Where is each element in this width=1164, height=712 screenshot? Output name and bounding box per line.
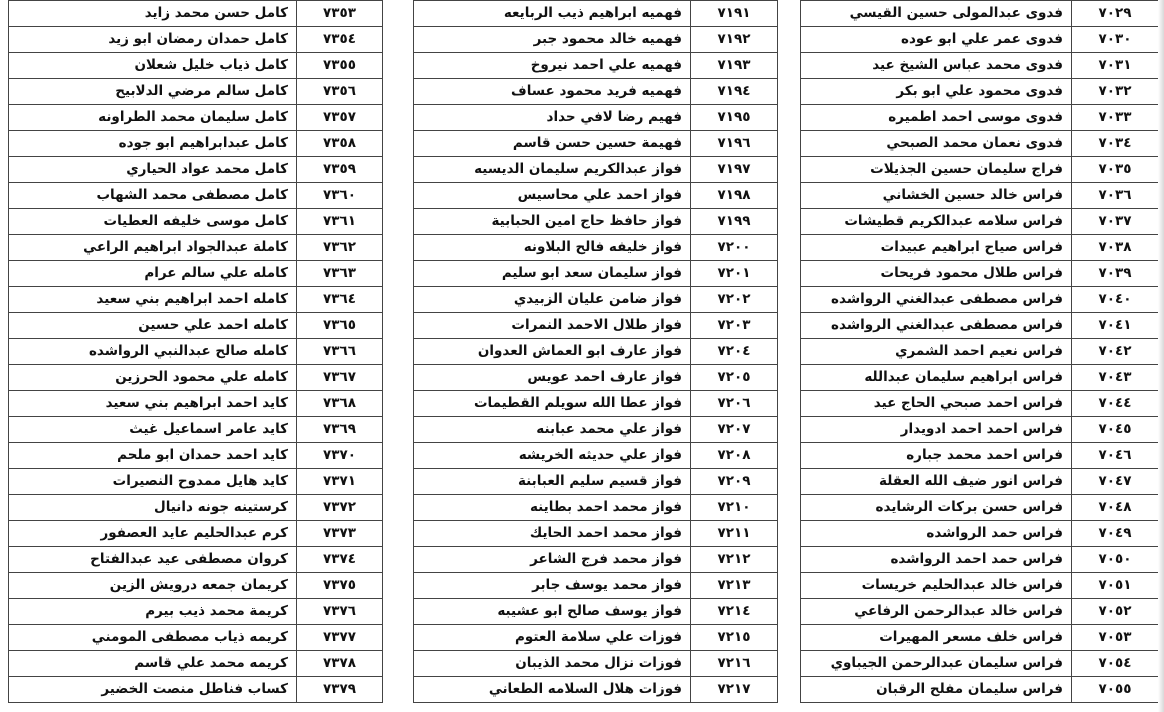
- table-row: [9, 573, 383, 599]
- table-row: [9, 677, 383, 703]
- record-number: ٧٣٦٠: [297, 183, 383, 209]
- table-row: [414, 573, 778, 599]
- table-row: [801, 391, 1159, 417]
- person-name: فواز عارف ابو العماش العدوان: [414, 339, 691, 365]
- person-name: فراج سليمان حسين الجذيلات: [801, 157, 1072, 183]
- record-number: ٧٣٦٩: [297, 417, 383, 443]
- table-row: [801, 339, 1159, 365]
- record-number: ٧٢٠٤: [691, 339, 778, 365]
- person-name: كامله احمد ابراهيم بني سعيد: [9, 287, 297, 313]
- person-name: فهميه علي احمد نيروخ: [414, 53, 691, 79]
- person-name: فهميه فريد محمود عساف: [414, 79, 691, 105]
- record-number: ٧٢١٢: [691, 547, 778, 573]
- person-name: فراس سلامه عبدالكريم قطيشات: [801, 209, 1072, 235]
- person-name: فراس حمد احمد الرواشده: [801, 547, 1072, 573]
- table-row: [9, 547, 383, 573]
- person-name: فدوى محمد عباس الشيخ عيد: [801, 53, 1072, 79]
- person-name: فراس صياح ابراهيم عبيدات: [801, 235, 1072, 261]
- table-row: [801, 183, 1159, 209]
- table-row: [801, 1, 1159, 27]
- table-row: [414, 547, 778, 573]
- table-row: [801, 677, 1159, 703]
- record-number: ٧٣٥٩: [297, 157, 383, 183]
- record-number: ٧٣٦٦: [297, 339, 383, 365]
- person-name: كايد هايل ممدوح النصيرات: [9, 469, 297, 495]
- person-name: فراس احمد محمد جباره: [801, 443, 1072, 469]
- person-name: كامل سالم مرضي الدلابيح: [9, 79, 297, 105]
- person-name: فواز ضامن عليان الزبيدي: [414, 287, 691, 313]
- record-number: ٧٠٤٧: [1072, 469, 1159, 495]
- record-number: ٧٣٧٣: [297, 521, 383, 547]
- table-row: [801, 573, 1159, 599]
- record-number: ٧١٩٩: [691, 209, 778, 235]
- record-number: ٧٠٣٤: [1072, 131, 1159, 157]
- table-row: [801, 547, 1159, 573]
- names-table-right: [800, 0, 1159, 703]
- record-number: ٧٣٥٦: [297, 79, 383, 105]
- record-number: ٧٣٥٤: [297, 27, 383, 53]
- table-row: [801, 287, 1159, 313]
- person-name: فواز احمد علي محاسيس: [414, 183, 691, 209]
- table-row: [9, 1, 383, 27]
- table-row: [414, 417, 778, 443]
- table-row: [414, 53, 778, 79]
- record-number: ٧٣٦٧: [297, 365, 383, 391]
- record-number: ٧٠٤٦: [1072, 443, 1159, 469]
- person-name: كامله صالح عبدالنبي الرواشده: [9, 339, 297, 365]
- record-number: ٧٢٠٦: [691, 391, 778, 417]
- table-row: [9, 131, 383, 157]
- table-row: [9, 599, 383, 625]
- record-number: ٧٣٧٠: [297, 443, 383, 469]
- person-name: فواز عارف احمد عويس: [414, 365, 691, 391]
- person-name: فراس ابراهيم سليمان عبدالله: [801, 365, 1072, 391]
- record-number: ٧٢٠٥: [691, 365, 778, 391]
- record-number: ٧٣٧٩: [297, 677, 383, 703]
- person-name: فراس انور ضيف الله العقلة: [801, 469, 1072, 495]
- person-name: فواز عطا الله سويلم القطيمات: [414, 391, 691, 417]
- record-number: ٧٠٣٣: [1072, 105, 1159, 131]
- person-name: كامل ذياب خليل شعلان: [9, 53, 297, 79]
- record-number: ٧٠٤٣: [1072, 365, 1159, 391]
- record-number: ٧٢٠١: [691, 261, 778, 287]
- record-number: ٧٣٥٥: [297, 53, 383, 79]
- record-number: ٧٢١٦: [691, 651, 778, 677]
- table-row: [414, 391, 778, 417]
- person-name: كامل موسى خليفه العطيات: [9, 209, 297, 235]
- person-name: فواز محمد فرج الشاعر: [414, 547, 691, 573]
- record-number: ٧٢١٠: [691, 495, 778, 521]
- record-number: ٧٠٣٧: [1072, 209, 1159, 235]
- record-number: ٧٠٥٥: [1072, 677, 1159, 703]
- person-name: فراس احمد صبحي الحاج عيد: [801, 391, 1072, 417]
- table-body: [9, 1, 383, 703]
- names-table-middle: [413, 0, 778, 703]
- table-row: [801, 651, 1159, 677]
- table-row: [801, 521, 1159, 547]
- table-row: [414, 1, 778, 27]
- table-row: [9, 313, 383, 339]
- person-name: كروان مصطفى عيد عبدالفتاح: [9, 547, 297, 573]
- person-name: فدوى موسى احمد اطميره: [801, 105, 1072, 131]
- record-number: ٧٣٦٣: [297, 261, 383, 287]
- table-row: [414, 287, 778, 313]
- table-row: [414, 209, 778, 235]
- table-row: [801, 131, 1159, 157]
- person-name: كريمه ذياب مصطفى المومني: [9, 625, 297, 651]
- table-row: [801, 157, 1159, 183]
- person-name: كايد عامر اسماعيل غيث: [9, 417, 297, 443]
- record-number: ٧٠٣٥: [1072, 157, 1159, 183]
- person-name: فراس سليمان عبدالرحمن الجيباوي: [801, 651, 1072, 677]
- table-row: [9, 391, 383, 417]
- person-name: فواز خليفه فالح البلاونه: [414, 235, 691, 261]
- table-row: [9, 235, 383, 261]
- person-name: كامل عبدابراهيم ابو جوده: [9, 131, 297, 157]
- person-name: فراس نعيم احمد الشمري: [801, 339, 1072, 365]
- table-row: [9, 625, 383, 651]
- person-name: فوزات علي سلامة العتوم: [414, 625, 691, 651]
- person-name: كاملة عبدالجواد ابراهيم الراعي: [9, 235, 297, 261]
- table-row: [801, 105, 1159, 131]
- record-number: ٧٠٤٤: [1072, 391, 1159, 417]
- person-name: كريمة محمد ذيب بيرم: [9, 599, 297, 625]
- record-number: ٧٠٣٠: [1072, 27, 1159, 53]
- person-name: فوزات هلال السلامه الطعاني: [414, 677, 691, 703]
- record-number: ٧٠٤٩: [1072, 521, 1159, 547]
- person-name: فدوى عبدالمولى حسين القيسي: [801, 1, 1072, 27]
- record-number: ٧٠٣١: [1072, 53, 1159, 79]
- table-row: [414, 339, 778, 365]
- table-row: [801, 261, 1159, 287]
- record-number: ٧٠٤٨: [1072, 495, 1159, 521]
- person-name: فواز محمد احمد الحايك: [414, 521, 691, 547]
- person-name: كامل حسن محمد زايد: [9, 1, 297, 27]
- record-number: ٧٠٥٣: [1072, 625, 1159, 651]
- record-number: ٧٢١٧: [691, 677, 778, 703]
- table-row: [9, 469, 383, 495]
- record-number: ٧٣٥٧: [297, 105, 383, 131]
- record-number: ٧٢١٤: [691, 599, 778, 625]
- table-row: [414, 157, 778, 183]
- table-row: [801, 27, 1159, 53]
- table-row: [9, 157, 383, 183]
- record-number: ٧٣٦٤: [297, 287, 383, 313]
- record-number: ٧٢١٥: [691, 625, 778, 651]
- record-number: ٧١٩١: [691, 1, 778, 27]
- person-name: فراس حسن بركات الرشايده: [801, 495, 1072, 521]
- record-number: ٧٢٠٨: [691, 443, 778, 469]
- record-number: ٧٠٣٨: [1072, 235, 1159, 261]
- person-name: فهيم رضا لافي حداد: [414, 105, 691, 131]
- person-name: كامله علي محمود الحرزين: [9, 365, 297, 391]
- person-name: فواز يوسف صالح ابو عشيبه: [414, 599, 691, 625]
- table-row: [414, 677, 778, 703]
- record-number: ٧٠٣٢: [1072, 79, 1159, 105]
- table-row: [9, 443, 383, 469]
- table-row: [9, 651, 383, 677]
- table-row: [414, 79, 778, 105]
- person-name: فواز محمد احمد بطاينه: [414, 495, 691, 521]
- table-row: [9, 105, 383, 131]
- person-name: كامله احمد علي حسين: [9, 313, 297, 339]
- record-number: ٧٠٤٢: [1072, 339, 1159, 365]
- table-row: [9, 365, 383, 391]
- table-row: [414, 365, 778, 391]
- person-name: فواز محمد يوسف جابر: [414, 573, 691, 599]
- person-name: فواز علي حديثه الخريشه: [414, 443, 691, 469]
- person-name: فواز عبدالكريم سليمان الديسيه: [414, 157, 691, 183]
- table-row: [414, 651, 778, 677]
- table-row: [9, 183, 383, 209]
- record-number: ٧٢١٣: [691, 573, 778, 599]
- record-number: ٧٣٦٥: [297, 313, 383, 339]
- person-name: كرستينه جونه دانيال: [9, 495, 297, 521]
- record-number: ٧٣٦١: [297, 209, 383, 235]
- person-name: فراس طلال محمود فريحات: [801, 261, 1072, 287]
- person-name: كايد احمد حمدان ابو ملحم: [9, 443, 297, 469]
- record-number: ٧١٩٤: [691, 79, 778, 105]
- record-number: ٧٠٤١: [1072, 313, 1159, 339]
- table-row: [801, 209, 1159, 235]
- table-row: [9, 79, 383, 105]
- table-row: [9, 495, 383, 521]
- person-name: كريمه محمد علي قاسم: [9, 651, 297, 677]
- person-name: فراس خلف مسعر المهيرات: [801, 625, 1072, 651]
- person-name: فراس مصطفى عبدالغني الرواشده: [801, 287, 1072, 313]
- table-row: [9, 339, 383, 365]
- record-number: ٧٢٠٠: [691, 235, 778, 261]
- record-number: ٧١٩٨: [691, 183, 778, 209]
- record-number: ٧٢٠٣: [691, 313, 778, 339]
- person-name: فدوى عمر علي ابو عوده: [801, 27, 1072, 53]
- person-name: فوزات نزال محمد الذيبان: [414, 651, 691, 677]
- table-row: [801, 625, 1159, 651]
- record-number: ٧٢٠٩: [691, 469, 778, 495]
- person-name: فواز علي محمد عبابنه: [414, 417, 691, 443]
- person-name: فهميه خالد محمود جبر: [414, 27, 691, 53]
- table-row: [414, 261, 778, 287]
- person-name: فراس سليمان مفلح الرقبان: [801, 677, 1072, 703]
- table-row: [414, 105, 778, 131]
- record-number: ٧٢٠٧: [691, 417, 778, 443]
- record-number: ٧٣٦٨: [297, 391, 383, 417]
- names-table-left: [8, 0, 383, 703]
- person-name: فواز سليمان سعد ابو سليم: [414, 261, 691, 287]
- table-body: [414, 1, 778, 703]
- person-name: كامله علي سالم عرام: [9, 261, 297, 287]
- record-number: ٧٠٥٢: [1072, 599, 1159, 625]
- person-name: فواز طلال الاحمد النمرات: [414, 313, 691, 339]
- person-name: فهيمة حسين حسن قاسم: [414, 131, 691, 157]
- table-row: [414, 443, 778, 469]
- table-row: [801, 235, 1159, 261]
- table-row: [9, 417, 383, 443]
- table-row: [414, 599, 778, 625]
- record-number: ٧٣٥٣: [297, 1, 383, 27]
- table-row: [9, 209, 383, 235]
- record-number: ٧١٩٢: [691, 27, 778, 53]
- person-name: فراس حمد الرواشده: [801, 521, 1072, 547]
- table-row: [9, 287, 383, 313]
- record-number: ٧٠٥١: [1072, 573, 1159, 599]
- record-number: ٧١٩٧: [691, 157, 778, 183]
- table-row: [801, 417, 1159, 443]
- table-row: [414, 235, 778, 261]
- record-number: ٧٣٧٢: [297, 495, 383, 521]
- person-name: فراس خالد عبدالرحمن الرفاعي: [801, 599, 1072, 625]
- record-number: ٧٣٧١: [297, 469, 383, 495]
- table-row: [414, 313, 778, 339]
- person-name: فهميه ابراهيم ذيب الربايعه: [414, 1, 691, 27]
- table-row: [801, 495, 1159, 521]
- person-name: كساب فناطل منصت الخضير: [9, 677, 297, 703]
- record-number: ٧٢١١: [691, 521, 778, 547]
- person-name: فراس مصطفى عبدالغني الرواشده: [801, 313, 1072, 339]
- record-number: ٧٠٤٥: [1072, 417, 1159, 443]
- person-name: فراس احمد احمد ادويدار: [801, 417, 1072, 443]
- record-number: ٧٠٢٩: [1072, 1, 1159, 27]
- record-number: ٧٠٥٠: [1072, 547, 1159, 573]
- table-row: [801, 313, 1159, 339]
- table-row: [414, 625, 778, 651]
- table-row: [414, 131, 778, 157]
- record-number: ٧٢٠٢: [691, 287, 778, 313]
- record-number: ٧٠٣٩: [1072, 261, 1159, 287]
- page-edge-shadow: [1158, 0, 1164, 712]
- record-number: ٧١٩٦: [691, 131, 778, 157]
- table-row: [414, 183, 778, 209]
- table-row: [801, 599, 1159, 625]
- table-row: [801, 79, 1159, 105]
- table-row: [801, 469, 1159, 495]
- person-name: كايد احمد ابراهيم بني سعيد: [9, 391, 297, 417]
- person-name: كامل سليمان محمد الطراونه: [9, 105, 297, 131]
- record-number: ٧١٩٥: [691, 105, 778, 131]
- table-row: [414, 495, 778, 521]
- table-row: [801, 365, 1159, 391]
- person-name: كرم عبدالحليم عايد العصفور: [9, 521, 297, 547]
- table-row: [9, 53, 383, 79]
- person-name: كامل محمد عواد الحياري: [9, 157, 297, 183]
- person-name: فراس خالد حسين الخشاني: [801, 183, 1072, 209]
- record-number: ٧٣٧٧: [297, 625, 383, 651]
- table-row: [9, 27, 383, 53]
- table-row: [801, 53, 1159, 79]
- table-row: [414, 27, 778, 53]
- record-number: ٧٠٣٦: [1072, 183, 1159, 209]
- table-body: [801, 1, 1159, 703]
- record-number: ٧٠٤٠: [1072, 287, 1159, 313]
- record-number: ٧٣٦٢: [297, 235, 383, 261]
- person-name: فواز حافظ حاج امين الحبابية: [414, 209, 691, 235]
- table-row: [414, 521, 778, 547]
- person-name: فدوى نعمان محمد الصبحي: [801, 131, 1072, 157]
- person-name: كامل حمدان رمضان ابو زيد: [9, 27, 297, 53]
- person-name: فراس خالد عبدالحليم خريسات: [801, 573, 1072, 599]
- table-row: [414, 469, 778, 495]
- person-name: فدوى محمود علي ابو بكر: [801, 79, 1072, 105]
- record-number: ٧١٩٣: [691, 53, 778, 79]
- table-row: [9, 261, 383, 287]
- record-number: ٧٣٥٨: [297, 131, 383, 157]
- table-row: [801, 443, 1159, 469]
- record-number: ٧٣٧٥: [297, 573, 383, 599]
- person-name: فواز قسيم سليم العبابنة: [414, 469, 691, 495]
- record-number: ٧٣٧٦: [297, 599, 383, 625]
- record-number: ٧٣٧٨: [297, 651, 383, 677]
- record-number: ٧٠٥٤: [1072, 651, 1159, 677]
- record-number: ٧٣٧٤: [297, 547, 383, 573]
- person-name: كامل مصطفى محمد الشهاب: [9, 183, 297, 209]
- person-name: كريمان جمعه درويش الزين: [9, 573, 297, 599]
- table-row: [9, 521, 383, 547]
